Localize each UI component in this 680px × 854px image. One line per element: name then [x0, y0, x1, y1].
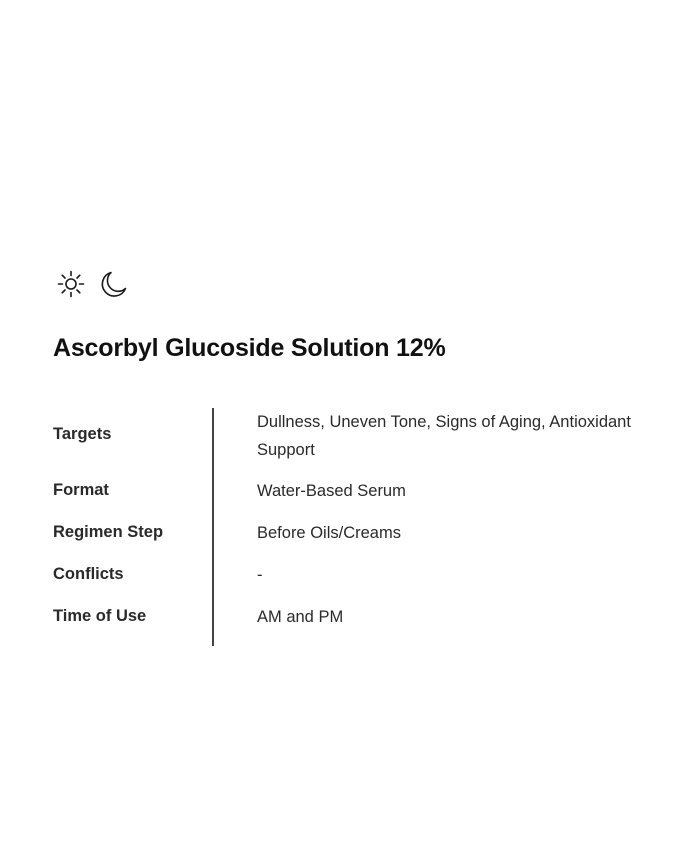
spec-value-conflicts: -: [257, 566, 263, 584]
spec-value-targets: Dullness, Uneven Tone, Signs of Aging, Antioxidant Support: [257, 413, 631, 459]
product-spec-table: [53, 408, 643, 646]
spec-value-regimen-step: Before Oils/Creams: [257, 524, 401, 542]
moon-icon: [100, 269, 128, 299]
time-of-use-icons: [56, 268, 128, 300]
spec-value-format: Water-Based Serum: [257, 482, 406, 500]
spec-label-targets: Targets: [53, 425, 112, 443]
column-divider: [212, 408, 214, 646]
spec-label-regimen-step: Regimen Step: [53, 523, 164, 541]
spec-value-time-of-use: AM and PM: [257, 608, 344, 626]
product-title: Ascorbyl Glucoside Solution 12%: [53, 334, 446, 362]
sun-icon: [56, 269, 86, 299]
spec-label-format: Format: [53, 481, 109, 499]
spec-label-conflicts: Conflicts: [53, 565, 124, 583]
spec-label-time-of-use: Time of Use: [53, 607, 147, 625]
